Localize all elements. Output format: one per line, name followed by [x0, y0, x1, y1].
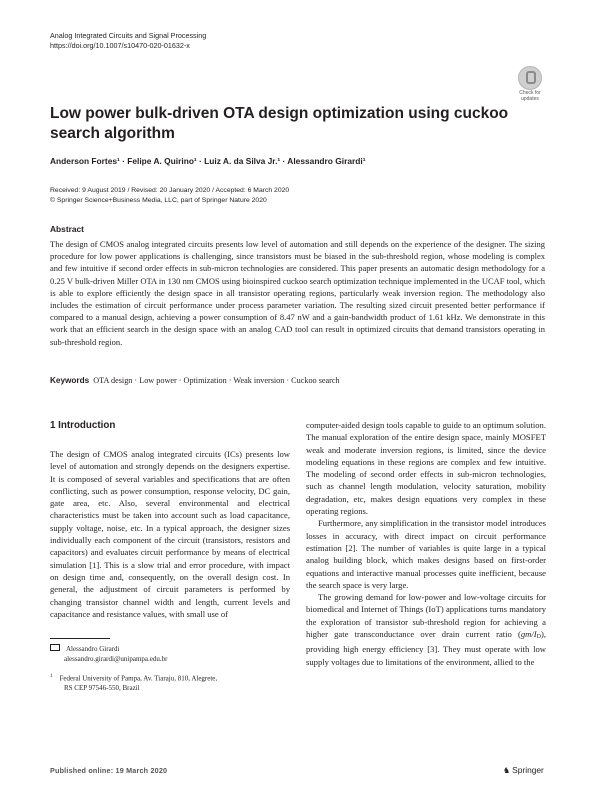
- journal-header: [50, 31, 206, 51]
- left-column: [50, 448, 290, 620]
- intro-p4-start: The growing demand for low-power and low-voltage circuits for biomedical and Internet of Things (IoT) applications turns mandatory the exploration of transistor sub-threshold region for achieving a higher gate transconductance over drain current ratio (: [306, 592, 546, 640]
- section-heading-introduction: 1 Introduction: [50, 420, 116, 431]
- intro-paragraph-4: [306, 591, 546, 668]
- affiliation-line2: RS CEP 97546-550, Brazil: [64, 683, 140, 692]
- doi-link[interactable]: https://doi.org/10.1007/s10470-020-01632-x: [50, 41, 190, 50]
- publication-dates: [50, 186, 289, 205]
- keywords-label: Keywords: [50, 376, 90, 385]
- intro-paragraph-2: computer-aided design tools capable to guide to an optimum solution. The manual exploration of the entire design space, mainly MOSFET weak and moderate inversion regions, is limited, since the device modeling equations in these regions are complex and few intuitive. The modeling of second order effects in sub-micron technologies, such as channel length modulation, velocity saturation, mobility degradation, etc, makes design equations very complex in these operating regions.: [306, 420, 546, 517]
- bookmark-icon: [518, 66, 542, 90]
- copyright-line: © Springer Science+Business Media, LLC, part of Springer Nature 2020: [50, 196, 267, 204]
- affiliation-number: 1: [50, 674, 53, 679]
- corresponding-author-name: Alessandro Girardi: [66, 645, 120, 653]
- footnote-divider: [50, 638, 110, 639]
- check-for-updates-badge[interactable]: [515, 66, 545, 102]
- corresponding-author-email[interactable]: alessandro.girardi@unipampa.edu.br: [64, 654, 168, 663]
- affiliation-line1: Federal University of Pampa, Av. Tiaraju, 810, Alegrete,: [59, 674, 218, 683]
- intro-paragraph-3: Furthermore, any simplification in the transistor model introduces losses in accuracy, with direct impact on circuit performance estimation [2]. The number of variables is quite large in a typical analog building block, which makes designs based on first-order equations and interactive manual processes quite inefficient, because the search space is very large.: [306, 518, 546, 590]
- right-column: [306, 419, 546, 668]
- springer-logo: [503, 765, 544, 775]
- abstract-heading: Abstract: [50, 224, 84, 234]
- keywords: [50, 376, 340, 385]
- corresponding-author: [50, 644, 167, 664]
- received-dates: Received: 9 August 2019 / Revised: 20 January 2020 / Accepted: 6 March 2020: [50, 187, 290, 194]
- affiliation: [50, 672, 217, 693]
- badge-line2: updates: [521, 96, 539, 102]
- publisher-name: Springer: [512, 765, 544, 775]
- mail-icon: [50, 644, 60, 651]
- gm-id-symbol: gm/I: [520, 629, 537, 640]
- published-online-date: Published online: 19 March 2020: [50, 766, 168, 775]
- abstract-text: The design of CMOS analog integrated circuits presents low level of automation and still depends on the experience of the designer. The sizing procedure for low power applications is challenging, since transistors must be biased in the sub-threshold region, whose modeling is complex and few intuitive if second order effects in sub-micron technologies are considered. This paper presents an automatic design methodology for a 0.25 V bulk-driven Miller OTA in 130 nm CMOS using bioinspired cuckoo search optimization technique implemented in the UCAF tool, which is able to explore efficiently the design space in all transistor operating regions, particularly weak inversion region. The methodology also includes the estimation of circuit performance under process parameter variation. The resulting sized circuit presented better performance if compared to a manual design, achieving a power consumption of 8.47 nW and a gain-bandwidth product of 1.61 kHz. We demonstrate in this work that an efficient search in the design space with an analog CAD tool can result in optimized circuits that demand transistors operating in sub-threshold region.: [50, 239, 545, 347]
- journal-name: Analog Integrated Circuits and Signal Processing: [50, 31, 207, 40]
- paper-title: Low power bulk-driven OTA design optimization using cuckoo search algorithm: [50, 105, 509, 142]
- springer-horse-icon: ♞: [503, 766, 511, 775]
- gm-id-subscript: D: [536, 634, 541, 641]
- intro-p4-end: ), providing high energy efficiency [3]. They must operate with low supply voltages due to limitations of the environment, allied to the: [306, 629, 546, 667]
- intro-paragraph-1: The design of CMOS analog integrated circuits (ICs) presents low level of automation and strongly depends on the designers expertise. It is composed of several variables and specifications that are often conflicting, such as power consumption, response velocity, DC gain, gate area, etc. Also, several environmental and electrical characteristics must be taken into account such as load capacitance, supply voltage, noise, etc. In a typical approach, the designer sizes individually each component of the circuit (transistors, resistors and capacitors) and evaluates circuit performance by means of electrical simulation [1]. This is a slow trial and error procedure, with impact on design time and, consequently, on the overall design cost. In general, the adjustment of circuit parameters is performed by changing transistor channel width and length, current levels and capacitance and resistance values, with small use of: [50, 449, 290, 619]
- keywords-list: OTA design · Low power · Optimization · Weak inversion · Cuckoo search: [93, 376, 340, 385]
- author-list: Anderson Fortes¹ · Felipe A. Quirino¹ · Luiz A. da Silva Jr.¹ · Alessandro Girardi¹: [50, 156, 366, 166]
- badge-line1: Check for: [519, 90, 541, 96]
